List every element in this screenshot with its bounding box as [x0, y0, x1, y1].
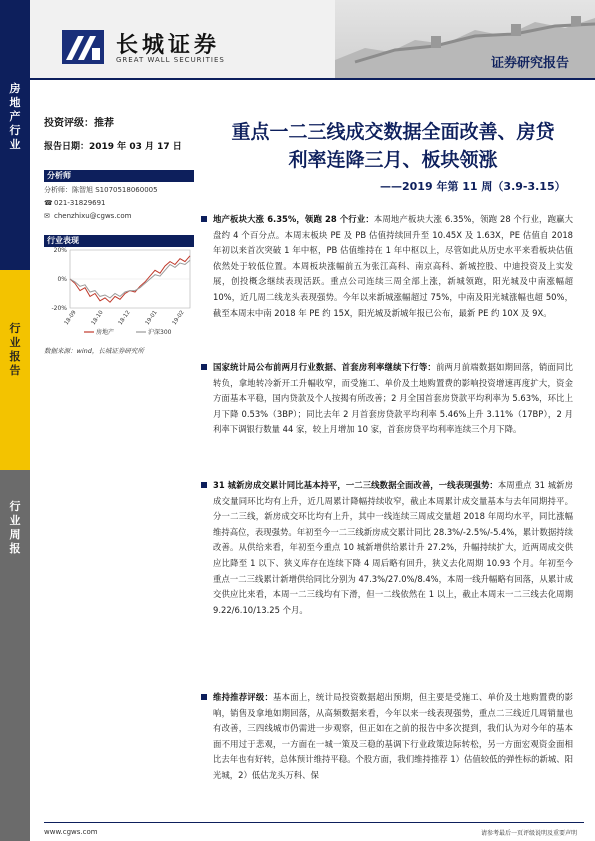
analyst-section-header: 分析师 — [44, 170, 194, 182]
report-subtitle: ——2019 年第 11 周（3.9-3.15） — [380, 180, 566, 193]
phone-icon: ☎ — [44, 199, 53, 207]
investment-rating: 投资评级：推荐 — [44, 118, 114, 129]
industry-performance-header: 行业表现 — [44, 235, 194, 247]
chart-x-tick-label: 18-09 — [63, 309, 78, 327]
chart-x-tick-label: 18-12 — [117, 309, 132, 327]
sidebar-char: 业 — [9, 138, 21, 151]
report-info-column — [44, 114, 194, 247]
chart-y-tick-label: 0% — [57, 276, 67, 283]
chart-legend-label: 沪深300 — [148, 329, 172, 336]
report-type-label: 证券研究报告 — [490, 56, 569, 71]
sidebar-weekly-label — [0, 470, 30, 841]
chart-y-tick-label: 20% — [53, 247, 67, 254]
sidebar-report-type-label — [0, 270, 30, 470]
footer-website-link[interactable]: www.cgws.com — [44, 828, 98, 836]
sidebar-char: 行 — [9, 500, 21, 513]
paragraph-nbs-data — [213, 360, 573, 438]
chart-legend-label: 房地产 — [96, 329, 115, 336]
company-name-en: GREAT WALL SECURITIES — [116, 56, 225, 64]
sidebar-char: 行 — [9, 322, 21, 335]
sidebar-char: 房 — [9, 82, 21, 95]
analyst-email[interactable] — [44, 210, 194, 223]
paragraph-text: 本周重点 31 城新房成交量同环比均有上升，近几周累计降幅持续收窄，截止本周累计成交量基本与去年同期持平。分一二三线，新房成交环比均有上升，其中一线连续三周成交量超 2018 年周均水平，同比涨幅维持高位，表现强势。年初至今一二三线新房成交累计同比 28.3%/-2.5%/-5.4%，累计数据持续改善。从供给来看，年初至今重点 10 城新增供给累计升 27.2%，升幅持续扩大，近两周成交供应比降至 1 以下、狭义库存在连续下降 4 周后略有回升，狭义去化周期 10.93 个月。年初至今重点一二三线累计新增供给同比分别为 47.3%/27.0%/8.4%，本周一线升幅略有回落，从累计成交供应比来看，本周一二三线均有下滑，但一二线依然在 1 以上，截止本周末一二三线去化周期 9.22/6.10/13.25 个月。 — [213, 480, 573, 615]
analyst-details — [44, 184, 194, 223]
chart-x-tick-label: 18-10 — [90, 309, 105, 327]
sidebar-char: 告 — [9, 364, 21, 377]
paragraph-heading: 地产板块大涨 6.35%，领跑 28 个行业： — [213, 214, 374, 224]
sidebar-char: 业 — [9, 336, 21, 349]
industry-performance-chart — [44, 246, 194, 341]
paragraph-heading: 国家统计局公布前两月行业数据、首套房利率继续下行等： — [213, 362, 436, 372]
chart-x-tick-label: 19-01 — [144, 309, 159, 327]
great-wall-logo-icon — [62, 30, 104, 64]
sidebar-char: 地 — [9, 96, 21, 109]
analyst-name: 分析师：陈智旭 S1070518060005 — [44, 186, 158, 194]
sidebar-char: 报 — [9, 350, 21, 363]
sidebar-industry-label — [0, 0, 30, 270]
sidebar-char: 行 — [9, 124, 21, 137]
paragraph-text: 本周地产板块大涨 6.35%，领跑 28 个行业，跑赢大盘约 4 个百分点。本周末板块 PE 及 PB 估值持续回升至 10.45X 及 1.63X，PE 估值自 2018 年初以来首次突破 1 年中枢，PB 估值维持在 1 年中枢以上，尽管如此从历史水平来看板块估值依然处于较低位置。本周板块涨幅前五为张江高科、南京高科、新城控股、中迪投资及上实发展，创投概念继续表现活跃。重点公司连续三周全部上涨，新城领跑，阳光城及中南涨幅超 10%，近几周二线龙头表现强势。今年以来新城涨幅超过 75%，中南及阳光城涨幅也超 50%，截至本周末中南 2018 年 PE 约 15X，阳光城及新城年报已公布，最新 PE 约 10X 及 9X。 — [213, 214, 573, 318]
bullet-icon — [201, 364, 207, 370]
sidebar-char: 业 — [9, 514, 21, 527]
sidebar-char: 报 — [9, 542, 21, 555]
email-address[interactable]: chenzhixu@cgws.com — [54, 212, 132, 220]
footer-disclaimer: 请参考最后一页评级说明及重要声明 — [480, 830, 577, 837]
chart-x-tick-label: 19-02 — [171, 309, 186, 327]
header-divider — [30, 78, 595, 80]
footer-divider — [44, 822, 584, 823]
data-source-note: 数据来源：wind，长城证券研究所 — [44, 347, 144, 355]
paragraph-text: 基本面上，统计局投资数据超出预期，但主要是受施工、单价及土地购置费的影响，销售及拿地如期回落，从高频数据来看，今年以来一线表现强势，重点二三线近几周销量也有改善，三四线城市仍需进一步观察，但正如在之前的报告中多次提到，我们认为对今年的基本面不用过于悲观，一方面在一城一策及三稳的基调下行业政策边际转松，另一方面宏观资金面相比去年也有好转，总体预计维持平稳。个股方面，我们维持推荐 1）估值较低的弹性标的新城、阳光城，2）低估龙头万科、保 — [213, 692, 574, 780]
left-sidebar — [0, 0, 30, 841]
paragraph-sector-performance — [213, 212, 573, 321]
report-date: 报告日期：2019 年 03 月 17 日 — [44, 142, 182, 152]
title-line-1: 重点一二三线成交数据全面改善、房贷 — [231, 121, 555, 143]
bullet-icon — [201, 216, 207, 222]
page-header — [30, 0, 595, 78]
bullet-icon — [201, 694, 207, 700]
paragraph-31-city-sales — [213, 478, 573, 618]
paragraph-rating — [213, 690, 573, 784]
paragraph-text: 前两月前端数据如期回落，销面同比转负，拿地转冷新开工升幅收窄，而受施工、单价及土地购置费的影响投资增速再度扩大，资金方面基本平稳，国内贷款及个人按揭有所改善；2 月全国首套房贷款平均利率为 5.63%，环比上月下降 0.53%（3BP）；同比去年 2 月首套房贷款平均利率 5.46%上升 3.11%（17BP），2 月利率下调银行数量 44 家，较上月增加 10 家，首套房贷平均利率连续三个月下降。 — [213, 362, 574, 435]
paragraph-heading: 维持推荐评级： — [213, 692, 274, 702]
sidebar-char: 产 — [9, 110, 21, 123]
report-title — [208, 118, 578, 174]
title-line-2: 利率连降三月、板块领涨 — [288, 149, 498, 171]
paragraph-heading: 31 城新房成交累计同比基本持平，一二三线数据全面改善，一线表现强势： — [213, 480, 498, 490]
phone-number: 021-31829691 — [54, 199, 106, 207]
sidebar-char: 周 — [9, 528, 21, 541]
bullet-icon — [201, 482, 207, 488]
email-icon: ✉ — [44, 212, 50, 220]
chart-y-tick-label: -20% — [51, 305, 67, 312]
company-name-cn: 长城证券 — [116, 32, 221, 58]
analyst-phone — [44, 197, 194, 210]
